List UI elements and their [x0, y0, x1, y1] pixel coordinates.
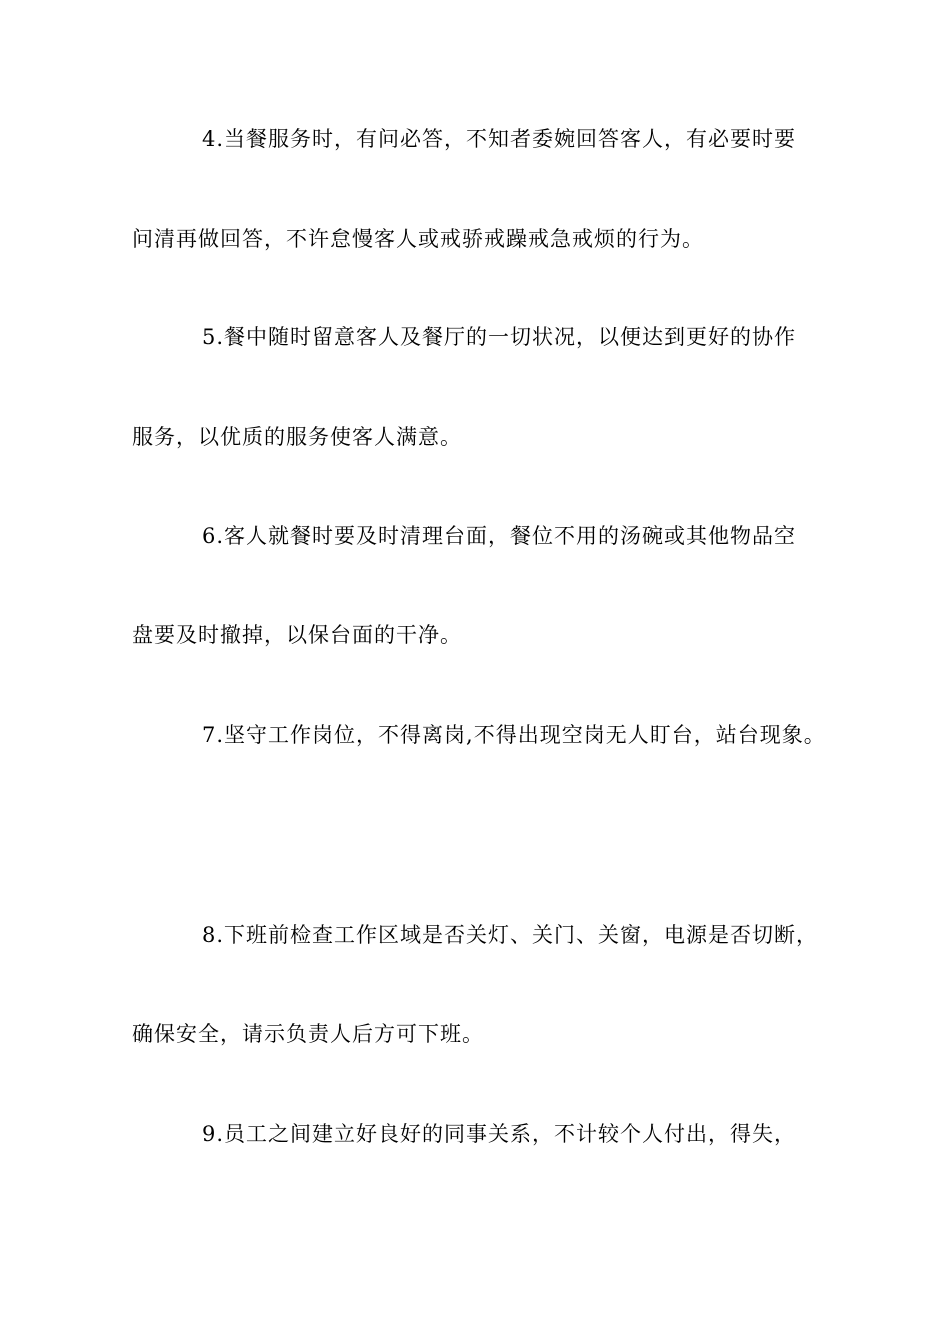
item-9-line-1: 9.员工之间建立好良好的同事关系，不计较个人付出，得失，: [202, 1122, 797, 1146]
item-8-line-1: 8.下班前检查工作区域是否关灯、关门、关窗，电源是否切断，: [202, 923, 819, 947]
item-8-line-2: 确保安全，请示负责人后方可下班。: [132, 1022, 484, 1046]
item-6-line-1: 6.客人就餐时要及时清理台面，餐位不用的汤碗或其他物品空: [202, 524, 797, 548]
item-5-line-2: 服务，以优质的服务使客人满意。: [132, 425, 462, 449]
item-4-line-1: 4.当餐服务时，有问必答，不知者委婉回答客人，有必要时要: [202, 127, 797, 151]
item-7-line-1: 7.坚守工作岗位，不得离岗,不得出现空岗无人盯台，站台现象。: [202, 723, 826, 747]
item-4-line-2: 问清再做回答，不许怠慢客人或戒骄戒躁戒急戒烦的行为。: [132, 227, 704, 251]
item-6-line-2: 盘要及时撤掉，以保台面的干净。: [132, 623, 462, 647]
item-5-line-1: 5.餐中随时留意客人及餐厅的一切状况，以便达到更好的协作: [202, 325, 797, 349]
